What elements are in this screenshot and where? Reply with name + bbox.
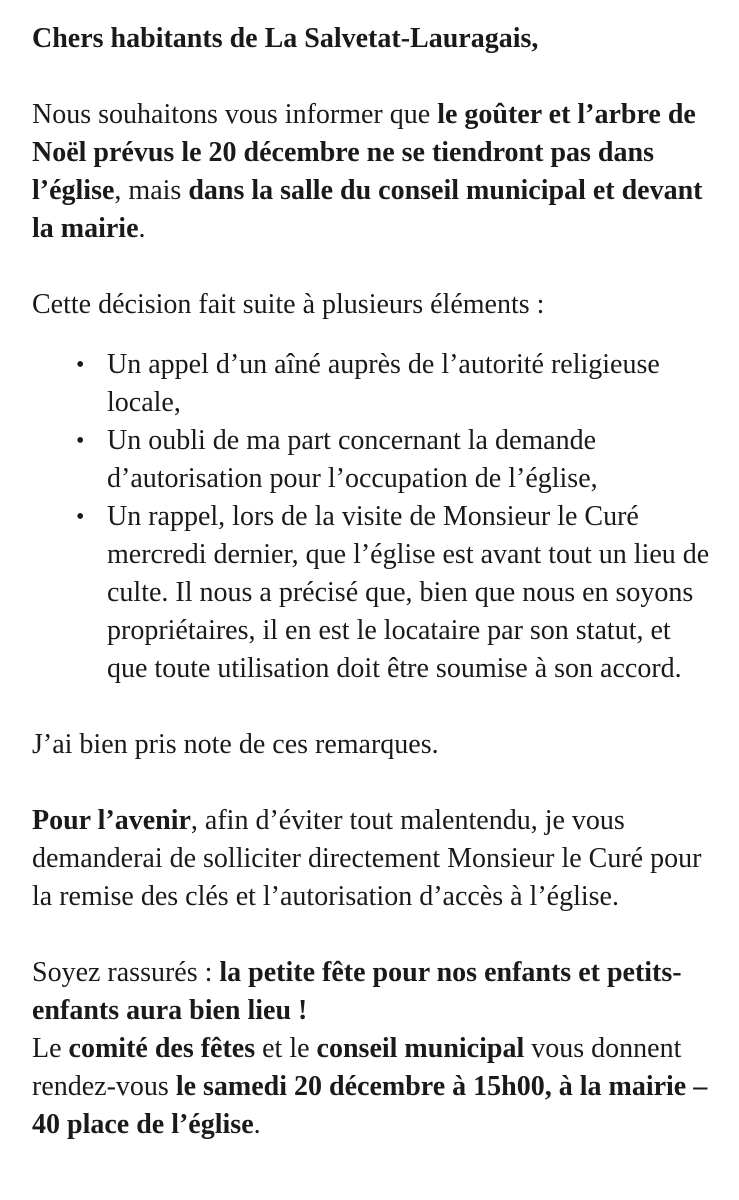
text-segment: et le xyxy=(255,1033,317,1064)
paragraph-decision-intro: Cette décision fait suite à plusieurs éléments : xyxy=(32,289,545,320)
text-segment: Soyez rassurés : xyxy=(32,957,220,988)
paragraph-future xyxy=(32,802,717,916)
text-segment: vous donnent rendez-vous xyxy=(32,1033,682,1102)
bullet-icon: • xyxy=(76,352,85,378)
bold-segment: Pour l’avenir xyxy=(32,805,191,836)
bold-segment: conseil municipal xyxy=(316,1033,525,1064)
bullet-icon: • xyxy=(76,428,85,454)
bold-segment: la petite fête pour nos enfants et petits-enfants aura bien lieu ! xyxy=(32,957,682,1026)
paragraph-acknowledgement: J’ai bien pris note de ces remarques. xyxy=(32,729,439,760)
list-item xyxy=(76,346,717,422)
text-segment: , mais xyxy=(114,175,189,206)
text-segment: , afin d’éviter tout malentendu, je vous demanderai de solliciter directement Monsieur le Curé pour la remise des clés et l’autorisation d’accès à l’église. xyxy=(32,805,702,912)
list-item-text: Un oubli de ma part concernant la demande d’autorisation pour l’occupation de l’église, xyxy=(107,425,598,494)
reasons-list xyxy=(32,346,717,688)
paragraph-reassurance xyxy=(32,954,717,1144)
text-segment: Le xyxy=(32,1033,69,1064)
list-item-text: Un rappel, lors de la visite de Monsieur le Curé mercredi dernier, que l’église est avant tout un lieu de culte. Il nous a précisé que, bien que nous en soyons propriétaires, il en est le locataire par son statut, et que toute utilisation doit être soumise à son accord. xyxy=(107,501,710,684)
greeting-text: Chers habitants de La Salvetat-Lauragais, xyxy=(32,23,539,54)
list-item xyxy=(76,422,717,498)
greeting xyxy=(32,20,717,58)
bold-segment: comité des fêtes xyxy=(68,1033,256,1064)
bold-segment: le goûter et l’arbre de Noël prévus le 20 décembre ne se tiendront pas dans l’église xyxy=(32,99,696,206)
paragraph-venue-change xyxy=(32,96,717,248)
event-details: le samedi 20 décembre à 15h00, à la mairie – 40 place de l’église xyxy=(32,1071,708,1140)
list-item-text: Un appel d’un aîné auprès de l’autorité religieuse locale, xyxy=(107,349,660,418)
text-segment: . xyxy=(138,213,146,244)
bold-segment: dans la salle du conseil municipal et devant la mairie xyxy=(32,175,703,244)
list-item xyxy=(76,498,717,688)
text-segment: Nous souhaitons vous informer que xyxy=(32,99,438,130)
bullet-icon: • xyxy=(76,504,85,530)
text-segment: . xyxy=(253,1109,261,1140)
